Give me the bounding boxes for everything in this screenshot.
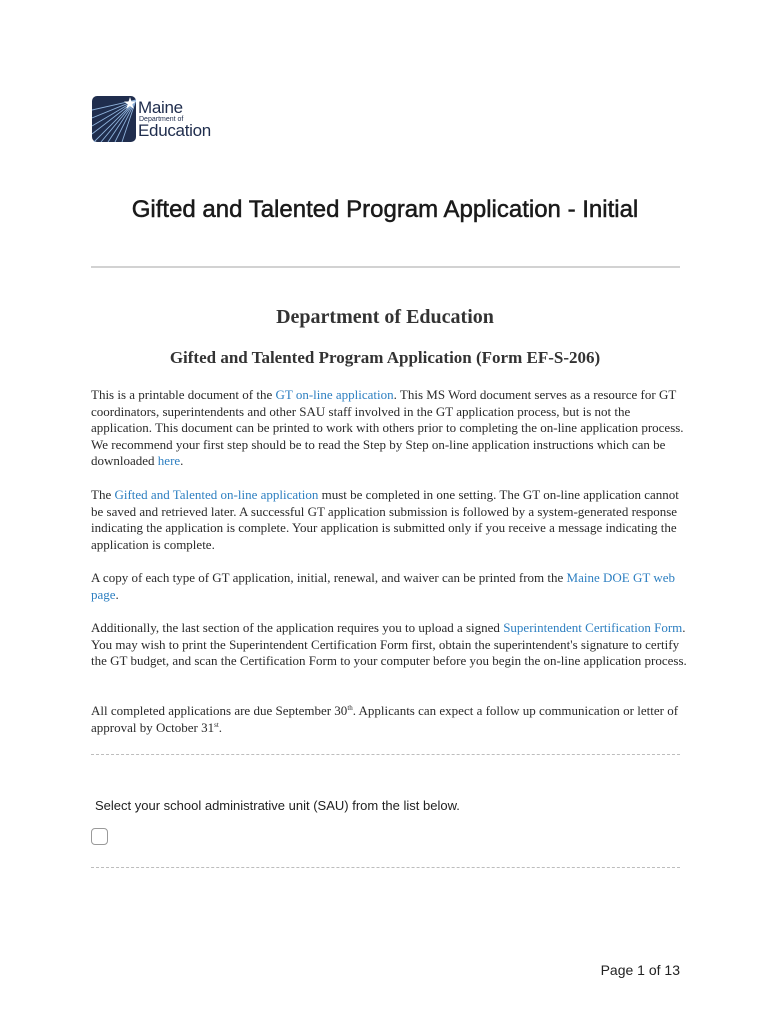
department-heading: Department of Education — [276, 306, 494, 328]
completion-text-b: must be completed in one setting. The GT on-line application cannot be saved and retrieved later. A successful GT application submission is followed by a system-generated response indicating the application is complete. Your application is submitted only if you receive a message indicating the application is complete. — [91, 487, 679, 552]
title-divider — [91, 266, 680, 268]
completion-paragraph — [91, 487, 691, 553]
section-divider-top — [91, 754, 680, 755]
certification-paragraph — [91, 620, 691, 670]
copies-text-a: A copy of each type of GT application, initial, renewal, and waiver can be printed from the — [91, 570, 567, 585]
due-date-text-b: . Applicants can expect a follow up communication or letter of approval by October 31 — [91, 703, 679, 735]
section-divider-bottom — [91, 867, 680, 868]
certification-text-b: . You may wish to print the Superintendent Certification Form first, obtain the superintendent's signature to certify the GT budget, and scan the Certification Form to your computer before you begin the on-line application process. — [91, 620, 687, 669]
logo-line-2: Department of — [139, 116, 184, 123]
due-date-paragraph — [91, 703, 691, 736]
intro-paragraph — [91, 387, 691, 470]
sau-question: Select your school administrative unit (SAU) from the list below. — [95, 798, 460, 813]
superintendent-certification-form-link[interactable]: Superintendent Certification Form — [503, 620, 683, 635]
logo-line-1: Maine — [138, 98, 183, 117]
due-date-text-c: . — [218, 719, 223, 735]
intro-text-c: . — [180, 453, 184, 469]
intro-text-b: . This MS Word document serves as a resource for GT coordinators, superintendents and other SAU staff involved in the GT application process, but is not the application. This document can be printed to work with others prior to completing the on-line application process. We recommend your first step should be to read the Step by Step on-line application instructions which can be downloaded — [91, 387, 684, 469]
completion-text-a: The — [91, 487, 115, 502]
certification-text-a: Additionally, the last section of the application requires you to upload a signed — [91, 620, 504, 635]
due-date-sup-2: st — [214, 720, 219, 729]
gt-online-application-link[interactable]: GT on-line application — [275, 387, 394, 402]
due-date-sup-1: th — [347, 704, 353, 712]
copies-text-b: . — [115, 586, 119, 602]
logo-line-3: Education — [138, 121, 211, 140]
copies-paragraph — [91, 570, 691, 603]
page-number: Page 1 of 13 — [600, 962, 680, 978]
maine-doe-logo — [92, 96, 227, 142]
sau-checkbox[interactable] — [91, 828, 108, 845]
maine-doe-logo-mark — [92, 96, 136, 142]
maine-doe-gt-web-page-link[interactable]: Maine DOE GT web page — [91, 570, 675, 602]
instructions-download-link[interactable]: here — [157, 453, 181, 469]
due-date-text-a: All completed applications are due September 30 — [91, 703, 348, 718]
page-title: Gifted and Talented Program Application - Initial — [131, 196, 639, 223]
intro-text-a: This is a printable document of the — [91, 387, 276, 402]
gt-online-application-link-2[interactable]: Gifted and Talented on-line application — [114, 487, 319, 502]
form-title: Gifted and Talented Program Application (Form EF-S-206) — [169, 348, 601, 367]
